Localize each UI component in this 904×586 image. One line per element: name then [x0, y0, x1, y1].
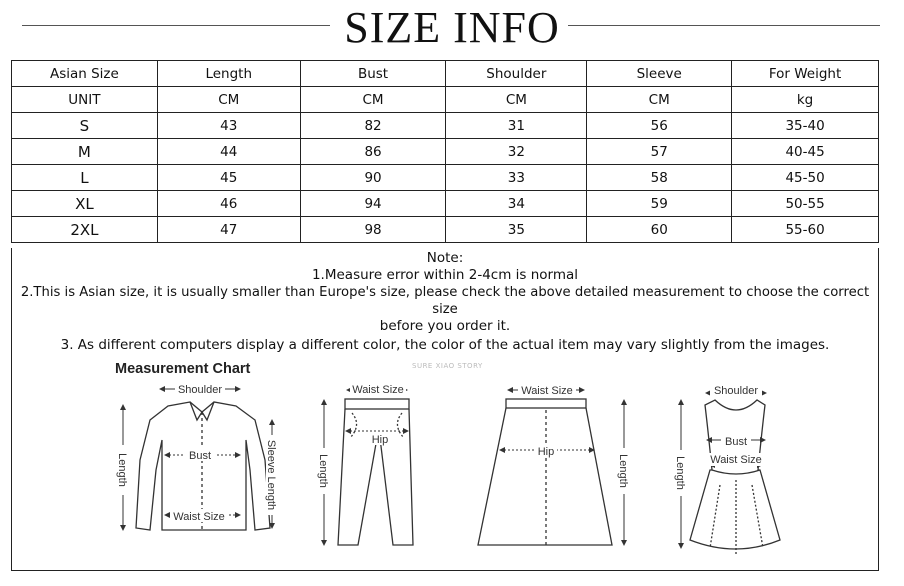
- table-header-row-cell: Bust: [300, 61, 446, 87]
- table-row-cell: 45: [157, 165, 300, 191]
- dress-measure-shoulder: [706, 384, 766, 397]
- table-row-cell: 35: [446, 217, 587, 243]
- table-row-cell: 2XL: [12, 217, 158, 243]
- table-row-cell: S: [12, 113, 158, 139]
- shirt-waist-label: Waist Size: [173, 511, 225, 523]
- table-row-cell: 32: [446, 139, 587, 165]
- table-row-cell: 82: [300, 113, 446, 139]
- table-row-cell: 57: [587, 139, 732, 165]
- table-row-cell: 35-40: [732, 113, 879, 139]
- pants-measure-hip: [346, 431, 408, 446]
- table-row-cell: 34: [446, 191, 587, 217]
- table-unit-row-cell: CM: [157, 87, 300, 113]
- table-row-cell: 86: [300, 139, 446, 165]
- pants-hip-label: Hip: [371, 434, 389, 446]
- page-title: SIZE INFO: [344, 3, 560, 52]
- skirt-measure-waist: [508, 383, 584, 397]
- table-row-cell: 33: [446, 165, 587, 191]
- dress-shoulder-label: Shoulder: [713, 385, 759, 397]
- skirt-waist-label: Waist Size: [521, 385, 573, 397]
- pants-measure-length: [317, 400, 331, 545]
- table-unit-row-cell: CM: [446, 87, 587, 113]
- note-line-2b: before you order it.: [379, 318, 511, 334]
- skirt-diagram: [478, 399, 612, 545]
- table-row-cell: XL: [12, 191, 158, 217]
- note-line-3: 3. As different computers display a different color, the color of the actual item may vary slightly from the images.: [60, 337, 830, 353]
- watermark: SURE XIAO STORY: [412, 362, 483, 370]
- dress-length-label: Length: [674, 456, 686, 490]
- table-row-cell: 90: [300, 165, 446, 191]
- skirt-measure-length: [617, 400, 631, 545]
- shirt-sleeve-label: Sleeve Length: [265, 439, 277, 511]
- dress-diagram: [690, 400, 780, 555]
- note-line-2: 2.This is Asian size, it is usually smaller than Europe's size, please check the above detailed measurement to choose the correct size: [20, 285, 870, 317]
- skirt-length-label: Length: [617, 454, 629, 488]
- table-row-cell: 94: [300, 191, 446, 217]
- pants-diagram: [338, 399, 413, 545]
- table-unit-row-cell: CM: [300, 87, 446, 113]
- table-header-row-cell: Shoulder: [446, 61, 587, 87]
- table-row-cell: 45-50: [732, 165, 879, 191]
- shirt-length-label: Length: [116, 453, 128, 487]
- dress-waist-label: Waist Size: [710, 454, 762, 466]
- table-row-cell: L: [12, 165, 158, 191]
- table-row-cell: 40-45: [732, 139, 879, 165]
- table-row-cell: 59: [587, 191, 732, 217]
- dress-bust-label: Bust: [724, 436, 748, 448]
- table-row-cell: 60: [587, 217, 732, 243]
- table-unit-row-cell: CM: [587, 87, 732, 113]
- pants-measure-waist: [347, 383, 407, 396]
- skirt-hip-label: Hip: [537, 446, 555, 458]
- dress-measure-bust: [707, 434, 765, 448]
- measurement-chart-title: Measurement Chart: [115, 361, 251, 377]
- table-row-cell: 55-60: [732, 217, 879, 243]
- table-row-cell: 50-55: [732, 191, 879, 217]
- table-row-cell: 47: [157, 217, 300, 243]
- table-header-row-cell: Sleeve: [587, 61, 732, 87]
- skirt-measure-hip: [500, 444, 594, 458]
- table-row-cell: 46: [157, 191, 300, 217]
- dress-measure-length: [674, 400, 688, 548]
- note-heading: Note:: [426, 250, 464, 266]
- dress-measure-waist: [708, 453, 764, 466]
- table-row-cell: 44: [157, 139, 300, 165]
- table-row-cell: 43: [157, 113, 300, 139]
- shirt-measure-waist: [165, 509, 240, 523]
- table-row-cell: 56: [587, 113, 732, 139]
- shirt-shoulder-label: Shoulder: [177, 384, 223, 396]
- table-header-row-cell: Length: [157, 61, 300, 87]
- pants-length-label: Length: [317, 454, 329, 488]
- shirt-bust-label: Bust: [188, 450, 212, 462]
- shirt-measure-length: [116, 405, 130, 530]
- table-row-cell: 31: [446, 113, 587, 139]
- table-row-cell: M: [12, 139, 158, 165]
- shirt-measure-sleeve: [265, 420, 279, 528]
- table-row-cell: 58: [587, 165, 732, 191]
- table-row-cell: 98: [300, 217, 446, 243]
- table-unit-row-cell: kg: [732, 87, 879, 113]
- shirt-measure-bust: [165, 448, 240, 462]
- note-line-1: 1.Measure error within 2-4cm is normal: [311, 267, 579, 283]
- shirt-measure-shoulder: [160, 382, 240, 396]
- pants-waist-label: Waist Size: [352, 384, 404, 396]
- table-header-row-cell: For Weight: [732, 61, 879, 87]
- table-header-row-cell: Asian Size: [12, 61, 158, 87]
- table-unit-row-cell: UNIT: [12, 87, 158, 113]
